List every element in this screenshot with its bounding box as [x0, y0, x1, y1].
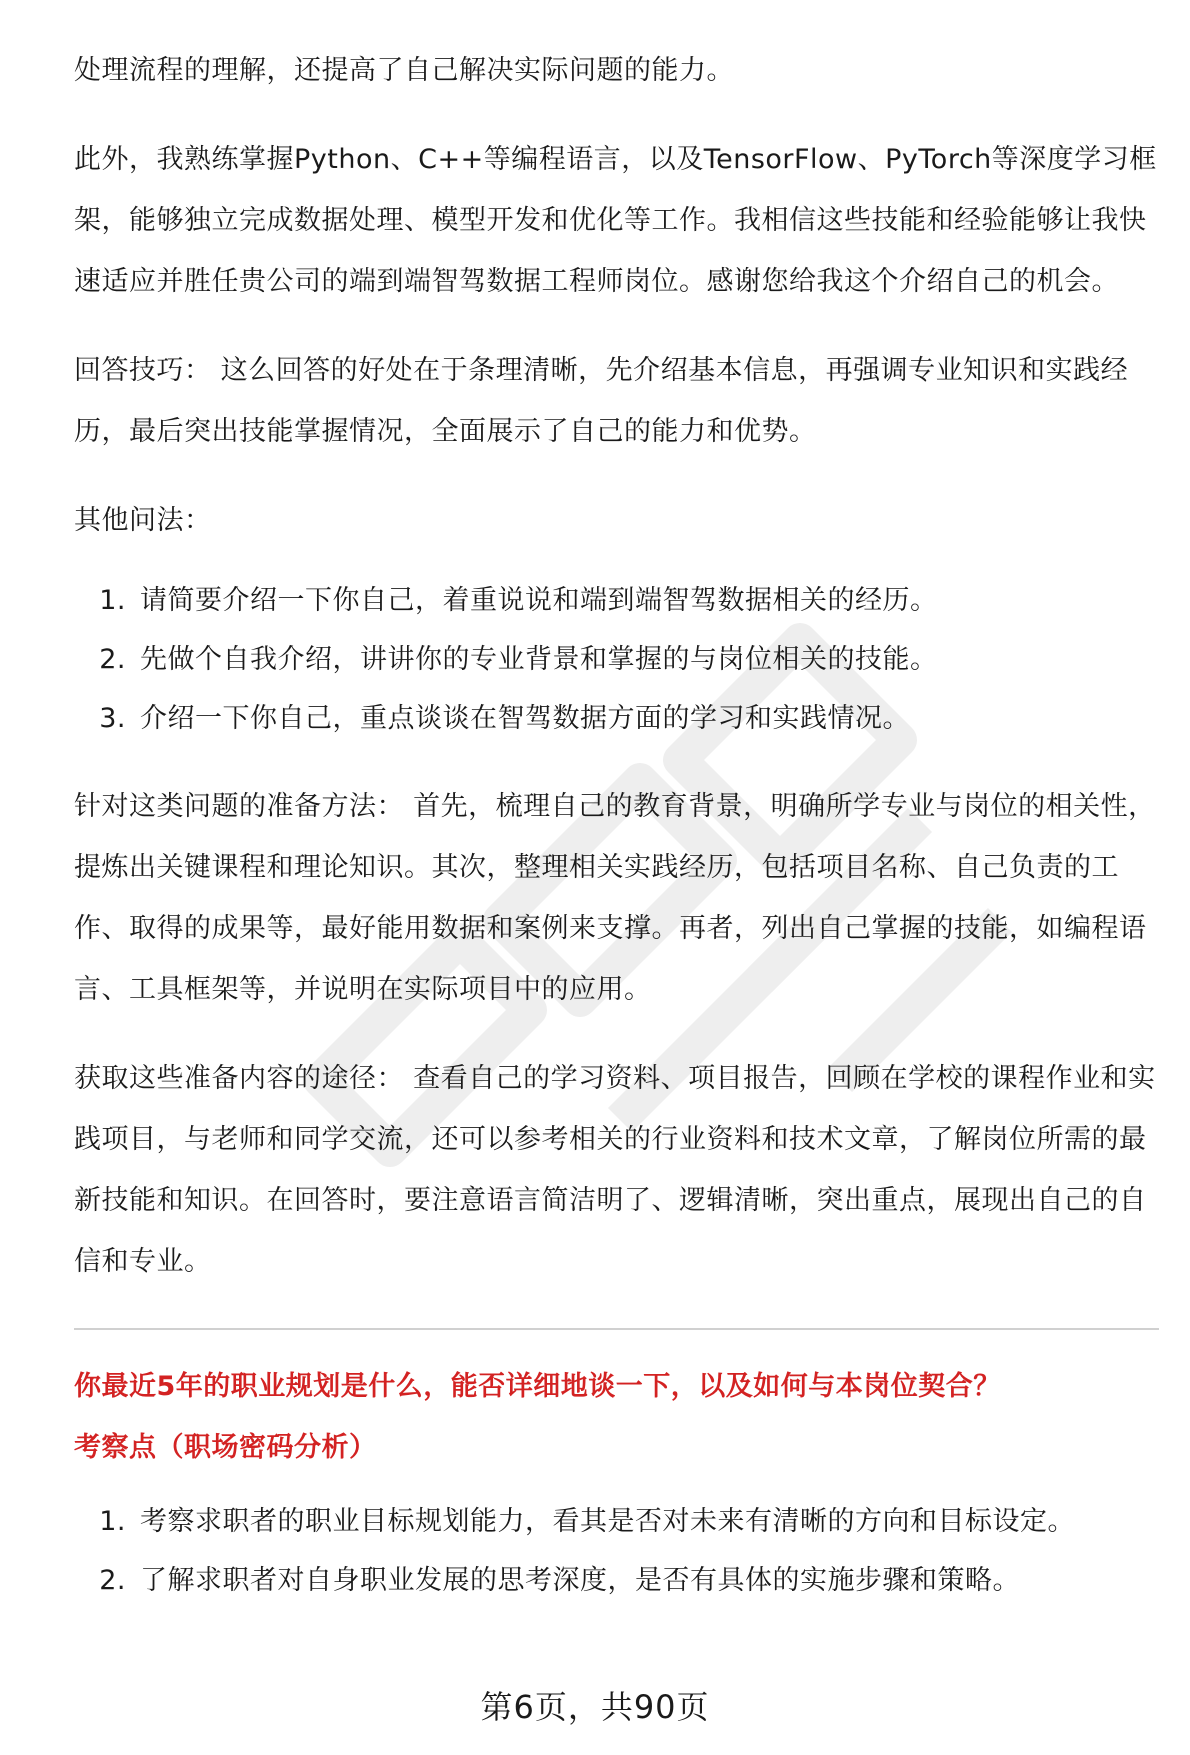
list-item: 3. 介绍一下你自己，重点谈谈在智驾数据方面的学习和实践情况。	[99, 703, 910, 734]
list-item: 1. 考察求职者的职业目标规划能力，看其是否对未来有清晰的方向和目标设定。	[99, 1506, 1075, 1537]
assessment-points-list	[74, 1492, 1159, 1610]
page-number: 第6页，共90页	[480, 1688, 710, 1726]
list-item: 2. 先做个自我介绍，讲讲你的专业背景和掌握的与岗位相关的技能。	[99, 644, 938, 675]
list-item: 1. 请简要介绍一下你自己，着重说说和端到端智驾数据相关的经历。	[99, 585, 938, 616]
paragraph-prep-sources: 获取这些准备内容的途径： 查看自己的学习资料、项目报告，回顾在学校的课程作业和实践项目，与老师和同学交流，还可以参考相关的行业资料和技术文章，了解岗位所需的最新技能和知识。在回答时，要注意语言简洁明了、逻辑清晰，突出重点，展现出自己的自信和专业。	[74, 1063, 1156, 1277]
paragraph-answer-tips: 回答技巧： 这么回答的好处在于条理清晰，先介绍基本信息，再强调专业知识和实践经历，最后突出技能掌握情况，全面展示了自己的能力和优势。	[74, 355, 1129, 447]
paragraph-skills: 此外，我熟练掌握Python、C++等编程语言，以及TensorFlow、PyTorch等深度学习框架，能够独立完成数据处理、模型开发和优化等工作。我相信这些技能和经验能够让我快速适应并胜任贵公司的端到端智驾数据工程师岗位。感谢您给我这个介绍自己的机会。	[74, 144, 1157, 297]
paragraph-continued: 处理流程的理解，还提高了自己解决实际问题的能力。	[74, 55, 734, 86]
section-divider	[74, 1328, 1159, 1330]
other-questions-list	[74, 571, 1159, 748]
question-title: 你最近5年的职业规划是什么，能否详细地谈一下，以及如何与本岗位契合？	[74, 1371, 1001, 1402]
paragraph-prep-method: 针对这类问题的准备方法： 首先，梳理自己的教育背景，明确所学专业与岗位的相关性，提炼出关键课程和理论知识。其次，整理相关实践经历，包括项目名称、自己负责的工作、取得的成果等，最好能用数据和案例来支撑。再者，列出自己掌握的技能，如编程语言、工具框架等，并说明在实际项目中的应用。	[74, 791, 1156, 1005]
question-subtitle: 考察点（职场密码分析）	[74, 1432, 377, 1463]
list-item: 2. 了解求职者对自身职业发展的思考深度，是否有具体的实施步骤和策略。	[99, 1565, 1020, 1596]
other-questions-label: 其他问法：	[74, 505, 212, 536]
document-body	[74, 40, 1159, 1610]
